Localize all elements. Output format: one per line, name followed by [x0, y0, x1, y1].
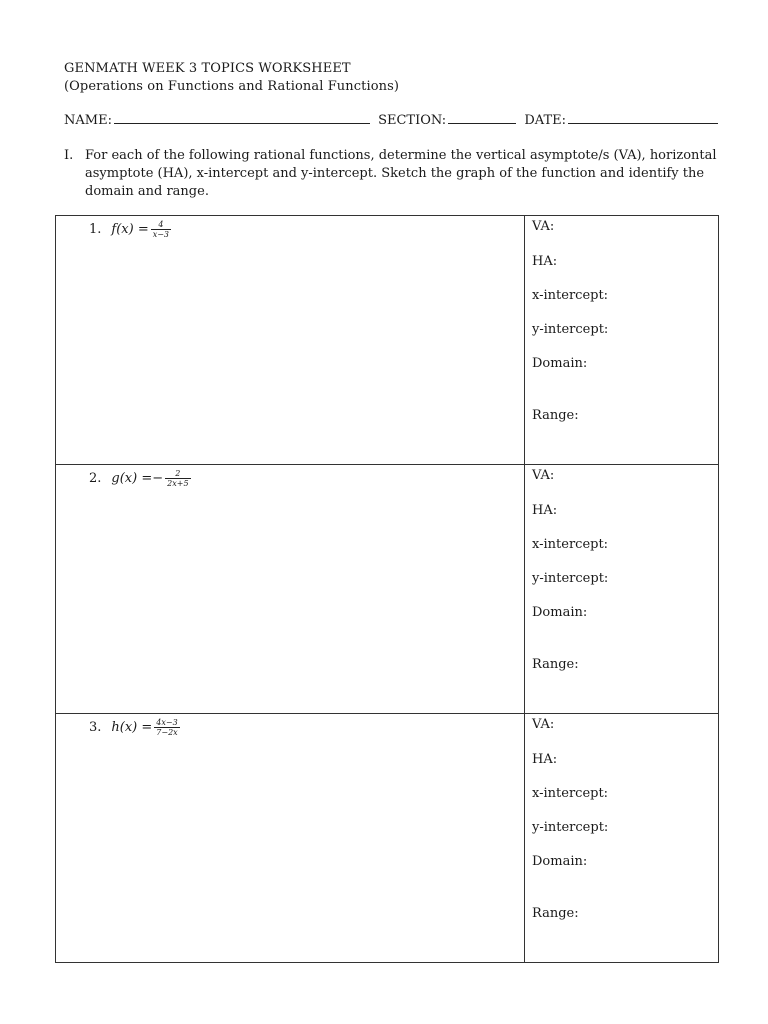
- function-2: 2. g(x) =− $\frac{2}{2x+5}$: [89, 469, 189, 488]
- title-line-1: GENMATH WEEK 3 TOPICS WORKSHEET: [64, 61, 351, 76]
- x-intercept-field[interactable]: x-intercept:: [532, 786, 609, 801]
- section-label: SECTION:: [378, 113, 447, 128]
- fraction-3: $\frac{4x-3}{7-2x}$: [156, 718, 178, 737]
- range-field[interactable]: Range:: [532, 657, 579, 672]
- student-info-line: [64, 111, 714, 130]
- ha-field[interactable]: HA:: [532, 503, 558, 518]
- problem-row-2: [56, 465, 719, 714]
- problems-table: [55, 215, 719, 963]
- va-field[interactable]: VA:: [532, 219, 555, 234]
- domain-field[interactable]: Domain:: [532, 356, 588, 371]
- y-intercept-field[interactable]: y-intercept:: [532, 820, 609, 835]
- instruction-text: For each of the following rational functions, determine the vertical asymptote/s (VA), horizontal asymptote (HA), x-intercept and y-intercept. Sketch the graph of the function and identify the domain and range.: [85, 148, 717, 199]
- graph-area-3[interactable]: [56, 714, 525, 963]
- va-field[interactable]: VA:: [532, 468, 555, 483]
- range-field[interactable]: Range:: [532, 906, 579, 921]
- answers-3: [525, 714, 719, 963]
- date-label: DATE:: [524, 113, 566, 128]
- ha-field[interactable]: HA:: [532, 254, 558, 269]
- instruction-number: I.: [64, 148, 74, 163]
- x-intercept-field[interactable]: x-intercept:: [532, 537, 609, 552]
- y-intercept-field[interactable]: y-intercept:: [532, 322, 609, 337]
- answers-2: [525, 465, 719, 714]
- problem-row-1: [56, 216, 719, 465]
- domain-field[interactable]: Domain:: [532, 854, 588, 869]
- ha-field[interactable]: HA:: [532, 752, 558, 767]
- title-line-2: (Operations on Functions and Rational Functions): [64, 79, 400, 94]
- date-blank[interactable]: [568, 111, 718, 124]
- y-intercept-field[interactable]: y-intercept:: [532, 571, 609, 586]
- fraction-1: $\frac{4}{x-3}$: [152, 220, 170, 239]
- worksheet-title: [64, 60, 399, 96]
- name-blank[interactable]: [114, 111, 370, 124]
- graph-area-1[interactable]: [56, 216, 525, 465]
- domain-field[interactable]: Domain:: [532, 605, 588, 620]
- function-3: 3. h(x) = $\frac{4x-3}{7-2x}$: [89, 718, 178, 737]
- section-blank[interactable]: [448, 111, 516, 124]
- fraction-2: $\frac{2}{2x+5}$: [167, 469, 189, 488]
- name-label: NAME:: [64, 113, 112, 128]
- answers-1: [525, 216, 719, 465]
- va-field[interactable]: VA:: [532, 717, 555, 732]
- x-intercept-field[interactable]: x-intercept:: [532, 288, 609, 303]
- graph-area-2[interactable]: [56, 465, 525, 714]
- problem-row-3: [56, 714, 719, 963]
- function-1: 1. f(x) = $\frac{4}{x-3}$: [89, 220, 170, 239]
- range-field[interactable]: Range:: [532, 408, 579, 423]
